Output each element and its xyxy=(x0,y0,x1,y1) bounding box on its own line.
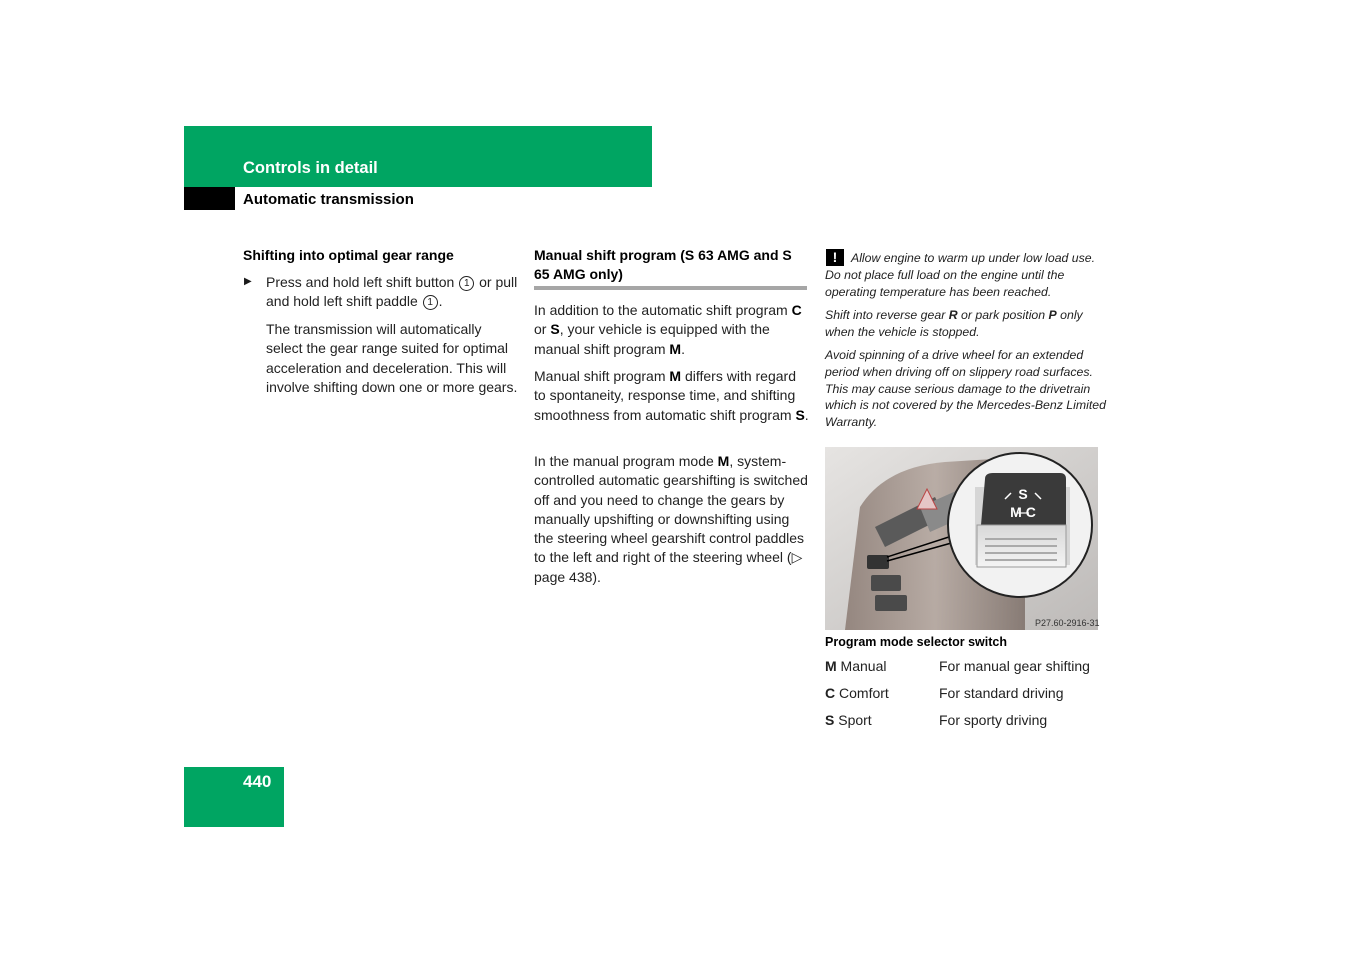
text: , system-controlled automatic gearshifting is switched off and you need to change the gears by manually upshifting or downshifting using the steering wheel gearshift control paddles to the left and right of the steering wheel (▷ page 438). xyxy=(534,453,808,585)
selector-switch-photo xyxy=(825,447,1098,630)
mode-key: C xyxy=(791,302,802,318)
paragraph xyxy=(534,452,809,587)
col1-heading: Shifting into optimal gear range xyxy=(243,247,454,263)
mode-key: M xyxy=(669,368,682,384)
mode-key: S xyxy=(550,321,560,338)
heading-rule xyxy=(534,286,807,290)
mode-key: M xyxy=(669,340,682,357)
text: . xyxy=(804,406,809,423)
gear-key: P xyxy=(1048,308,1057,322)
step-text-a: Press and hold left shift button xyxy=(266,274,459,290)
paragraph xyxy=(534,367,809,425)
mode-name xyxy=(825,658,886,674)
text: . xyxy=(681,340,685,357)
step-text-end: . xyxy=(438,293,443,310)
callout-marker: 1 xyxy=(423,295,438,310)
text: Manual shift program xyxy=(534,368,670,384)
warning-text: Allow engine to warm up under low load use. Do not place full load on the engine until the operating temperature has been reached. xyxy=(825,251,1096,299)
callout-marker: 1 xyxy=(459,276,474,291)
subsection-marker xyxy=(184,187,235,210)
mode-description: For manual gear shifting xyxy=(939,658,1090,674)
text: In addition to the automatic shift program xyxy=(534,302,792,318)
text: differs with regard to spontaneity, response time, and shifting smoothness from automatic shift program xyxy=(534,368,796,423)
photo-reference: P27.60-2916-31 xyxy=(1035,618,1100,628)
mode-label: Comfort xyxy=(835,685,889,701)
section-title: Controls in detail xyxy=(243,159,378,177)
step-arrow-icon: ▶ xyxy=(244,276,252,287)
switch-label-s: S xyxy=(1018,486,1028,502)
subsection-title: Automatic transmission xyxy=(243,191,414,208)
mode-label: Manual xyxy=(836,658,887,674)
warning-icon: ! xyxy=(826,249,844,266)
warning-text: Avoid spinning of a drive wheel for an extended period when driving off on slippery road surfaces. This may cause serious damage to the drivetrain which is not covered by the Mercedes-Benz Limited Warranty. xyxy=(825,348,1106,430)
text: In the manual program mode xyxy=(534,453,718,469)
mode-name xyxy=(825,712,872,728)
mode-description: For sporty driving xyxy=(939,712,1048,728)
mode-description: For standard driving xyxy=(939,685,1064,701)
text: or xyxy=(534,321,551,338)
col2-heading: Manual shift program (S 63 AMG and S 65 AMG only) xyxy=(534,247,792,282)
step-text-b: or pull and hold left shift paddle xyxy=(266,274,518,310)
warning-text xyxy=(825,307,1110,341)
paragraph xyxy=(534,301,809,359)
mode-key: M xyxy=(717,453,730,469)
mode-name xyxy=(825,685,889,701)
mode-key: M xyxy=(825,658,837,674)
text: or park position xyxy=(957,308,1049,322)
text: Shift into reverse gear xyxy=(825,308,949,322)
mode-key: S xyxy=(825,712,835,728)
figure-caption: Program mode selector switch xyxy=(825,635,1008,649)
mode-key: S xyxy=(795,406,805,423)
text: only when the vehicle is stopped. xyxy=(825,308,1083,339)
step-instruction xyxy=(266,273,528,312)
page-number: 440 xyxy=(243,772,272,791)
text: , your vehicle is equipped with the manual shift program xyxy=(534,321,770,357)
gear-key: R xyxy=(948,308,958,322)
mode-label: Sport xyxy=(834,712,872,728)
step-result: The transmission will automatically select the gear range suited for optimal acceleration and deceleration. This will involve shifting down one or more gears. xyxy=(266,321,518,395)
mode-key: C xyxy=(825,685,836,701)
switch-label-mc: M C xyxy=(1010,504,1036,520)
switch-illustration xyxy=(825,447,1098,630)
